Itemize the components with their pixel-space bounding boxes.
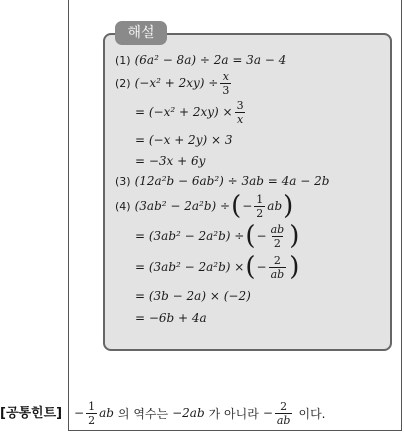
problem-4-line-4: = (3b − 2a) × (−2) <box>135 289 251 303</box>
minus-sign: − <box>256 260 267 274</box>
hint-korean-2: 가 아니라 <box>208 406 259 421</box>
fraction-numerator: 2 <box>273 253 281 267</box>
problem-4-fraction-1 <box>254 193 265 220</box>
problem-2-line-2-left: = (−x² + 2xy) × <box>135 105 233 119</box>
problem-4-line-3-left: = (3ab² − 2a²b) × <box>135 260 245 274</box>
problem-4-line-1-tail: ab <box>267 199 283 213</box>
problem-2-line-2 <box>135 99 248 125</box>
problem-2-number: (2) <box>115 76 131 90</box>
fraction-denominator: ab <box>276 413 291 427</box>
problem-4-line-2-left: = (3ab² − 2a²b) ÷ <box>135 229 245 243</box>
left-paren: ( <box>245 221 256 251</box>
problem-2-line-1-left: (−x² + 2xy) ÷ <box>134 76 219 90</box>
right-paren: ) <box>283 191 294 221</box>
fraction-denominator: 3 <box>222 83 230 97</box>
problem-4-number: (4) <box>115 199 131 213</box>
problem-4-fraction-3 <box>269 254 287 281</box>
minus-sign: − <box>74 406 85 420</box>
fraction-numerator: 2 <box>280 399 288 413</box>
hint-term-1: ab <box>99 406 114 420</box>
fraction-numerator: 1 <box>256 192 264 206</box>
fraction-numerator: x <box>222 69 229 83</box>
problem-2-fraction-2 <box>235 99 246 126</box>
hint-term-2: −2ab <box>172 406 205 420</box>
problem-2-line-3: = (−x + 2y) × 3 <box>135 133 233 147</box>
left-paren: ( <box>231 191 242 221</box>
fraction-denominator: 2 <box>273 236 281 250</box>
right-paren: ) <box>289 221 300 251</box>
right-paren: ) <box>289 252 300 282</box>
fraction-denominator: x <box>237 112 244 126</box>
problem-4-line-3 <box>135 253 300 281</box>
fraction-numerator: ab <box>270 222 285 236</box>
problem-4-line-1 <box>115 192 294 220</box>
hint-fraction-1 <box>86 400 97 427</box>
solution-tab: 해설 <box>115 21 167 45</box>
problem-4-fraction-2 <box>269 223 287 250</box>
problem-1-number: (1) <box>115 53 131 67</box>
hint-korean-1: 의 역수는 <box>117 406 169 421</box>
minus-sign: − <box>256 229 267 243</box>
problem-3-line <box>115 171 329 191</box>
problem-2-fraction-1 <box>220 70 231 97</box>
fraction-numerator: 1 <box>88 399 96 413</box>
fraction-numerator: 3 <box>236 98 244 112</box>
fraction-denominator: 2 <box>256 206 264 220</box>
problem-4-line-1-left: (3ab² − 2a²b) ÷ <box>134 199 231 213</box>
left-paren: ( <box>245 252 256 282</box>
hint-korean-3: 이다. <box>298 406 326 421</box>
minus-sign: − <box>242 199 253 213</box>
hint-text <box>74 398 329 428</box>
problem-4-line-2 <box>135 222 300 250</box>
problem-1-expression: (6a² − 8a) ÷ 2a = 3a − 4 <box>134 53 287 67</box>
fraction-denominator: ab <box>270 267 285 281</box>
problem-1-line <box>115 50 286 70</box>
problem-3-expression: (12a²b − 6ab²) ÷ 3ab = 4a − 2b <box>134 174 330 188</box>
minus-sign: − <box>262 406 273 420</box>
problem-3-number: (3) <box>115 174 131 188</box>
hint-label: [공통힌트] <box>0 406 63 421</box>
problem-4-line-5: = −6b + 4a <box>135 311 207 325</box>
fraction-denominator: 2 <box>88 413 96 427</box>
problem-2-line-4: = −3x + 6y <box>135 154 206 168</box>
problem-2-line-1 <box>115 70 233 96</box>
hint-fraction-2 <box>275 400 293 427</box>
